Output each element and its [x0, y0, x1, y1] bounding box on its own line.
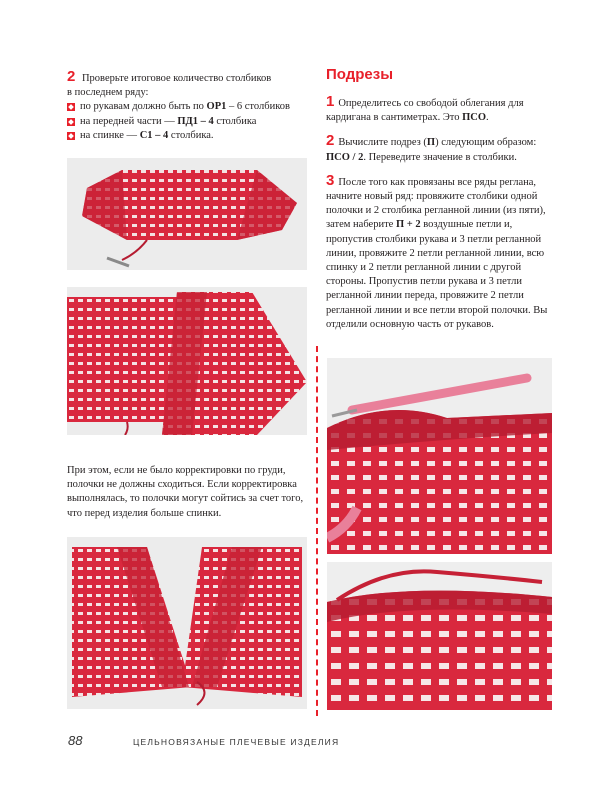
bullet-icon [67, 118, 75, 126]
section-title: Подрезы [326, 66, 394, 83]
watermark: PassionForum.ru [520, 782, 604, 794]
bullet-icon [67, 132, 75, 140]
photo-hook-closeup [327, 358, 552, 554]
cut-instructions [326, 66, 551, 341]
step-1: 1 Определитесь со свободой облегания для кардигана в сантиметрах. Это ПСО. [326, 93, 524, 124]
page-number: 88 [68, 733, 83, 748]
bullet-icon [67, 103, 75, 111]
checklist-block [67, 70, 307, 143]
photo-crochet-flat [67, 158, 307, 270]
column-divider [316, 346, 318, 716]
photo-crochet-fronts [67, 537, 307, 709]
step-2-intro: 2 Проверьте итоговое количество столбиков в последнем ряду: [67, 68, 272, 99]
running-title: ЦЕЛЬНОВЯЗАНЫЕ ПЛЕЧЕВЫЕ ИЗДЕЛИЯ [133, 737, 340, 747]
bullet-back: на спинке — С1 – 4 столбика. [67, 129, 307, 143]
photo-crochet-folded [67, 287, 307, 435]
bullet-front: на передней части — ПД1 – 4 столбика [67, 115, 307, 129]
photo-chain-closeup [327, 562, 552, 710]
step-2: 2 Вычислите подрез (П) следующим образом: ПСО / 2. Переведите значение в столбики. [326, 132, 537, 163]
step-number: 2 [67, 68, 76, 85]
step-3: 3 После того как провязаны все ряды реглана, начните новый ряд: провяжите столбики одной полочки и 2 столбика регланной линии (из пяти), затем наберите П + 2 воздушные петли и, пропустив столбики рукава и 3 петли регланной линии, провяжите 2 петли регланной линии, всю спинку и 2 петли регланной линии с другой стороны. Пропустив петли рукава и 3 петли регланной линии переда, провяжите 2 петли регланной линии и все петли второй полочки. Вы отделили основную часть от рукавов. [326, 171, 548, 330]
bullet-sleeves: по рукавам должно быть по ОР1 – 6 столбиков [67, 100, 307, 114]
note-paragraph: При этом, если не было корректировки по груди, полочки не должны сходиться. Если корректировка выполнялась, то полочки могут сойтись за счет того, что перед изделия больше спинки. [67, 465, 304, 519]
